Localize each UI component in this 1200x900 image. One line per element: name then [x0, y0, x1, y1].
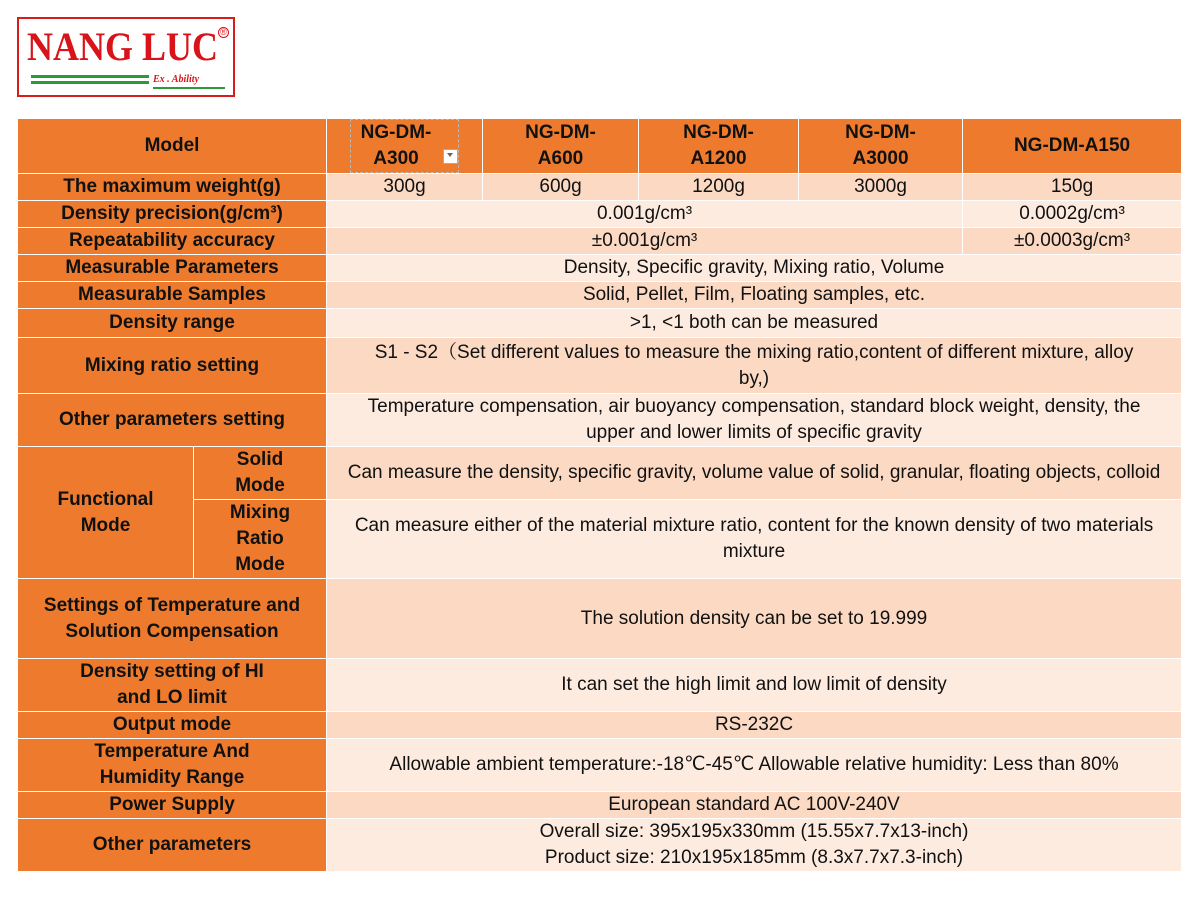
model-name: NG-DM-A3000: [845, 122, 916, 169]
row-label: Other parameters: [18, 819, 327, 872]
table-header-row: [18, 119, 1182, 174]
model-header-a300[interactable]: [327, 119, 483, 174]
table-row: [18, 228, 1182, 255]
cell-value: ±0.0003g/cm³: [963, 228, 1182, 255]
logo-tagline-underline: [153, 87, 225, 89]
row-label: [18, 659, 327, 712]
cell-value: 3000g: [799, 174, 963, 201]
table-row: [18, 338, 1182, 394]
cell-value: Temperature compensation, air buoyancy compensation, standard block weight, density, the upper and lower limits of specific gravity: [327, 394, 1182, 447]
row-label: Other parameters setting: [18, 394, 327, 447]
table-row: [18, 174, 1182, 201]
row-label: [18, 579, 327, 659]
cell-value: Can measure the density, specific gravity, volume value of solid, granular, floating objects, colloid: [327, 447, 1182, 500]
row-label: Density precision(g/cm³): [18, 201, 327, 228]
cell-value: Solid, Pellet, Film, Floating samples, etc.: [327, 282, 1182, 309]
logo-stripe: [31, 81, 149, 84]
registered-mark: ®: [218, 27, 229, 38]
row-label: [18, 739, 327, 792]
table-row: [18, 255, 1182, 282]
row-label: Output mode: [18, 712, 327, 739]
spec-table: [17, 118, 1182, 872]
cell-value: Can measure either of the material mixture ratio, content for the known density of two materials mixture: [327, 500, 1182, 579]
row-label: Power Supply: [18, 792, 327, 819]
table-row: [18, 819, 1182, 872]
sub-label-text: Mixing Ratio Mode: [229, 502, 291, 575]
logo-stripe: [31, 75, 149, 78]
row-label-functional-mode: [18, 447, 194, 579]
table-row: [18, 447, 1182, 500]
row-label: The maximum weight(g): [18, 174, 327, 201]
model-header-a150: NG-DM-A150: [963, 119, 1182, 174]
sub-label-solid-mode: [194, 447, 327, 500]
model-name: NG-DM-A600: [525, 122, 596, 169]
header-model-label: Model: [18, 119, 327, 174]
model-header-a600: [483, 119, 639, 174]
logo-brand-text: NANG LUC: [27, 24, 219, 69]
cell-value: 600g: [483, 174, 639, 201]
cell-value: [327, 819, 1182, 872]
cell-value: Allowable ambient temperature:-18℃-45℃ Allowable relative humidity: Less than 80%: [327, 739, 1182, 792]
row-label: Mixing ratio setting: [18, 338, 327, 394]
table-row: [18, 579, 1182, 659]
row-label: Measurable Parameters: [18, 255, 327, 282]
row-label-text: Temperature And Humidity Range: [94, 741, 250, 788]
cell-value: 150g: [963, 174, 1182, 201]
sub-label-mixing-ratio-mode: [194, 500, 327, 579]
table-row: [18, 394, 1182, 447]
model-header-a1200: [639, 119, 799, 174]
dropdown-arrow-icon[interactable]: [443, 149, 458, 164]
row-label: Repeatability accuracy: [18, 228, 327, 255]
cell-value: It can set the high limit and low limit of density: [327, 659, 1182, 712]
table-row: [18, 712, 1182, 739]
table-row: [18, 739, 1182, 792]
cell-value: European standard AC 100V-240V: [327, 792, 1182, 819]
sub-label-text: Solid Mode: [235, 449, 285, 496]
table-row: [18, 659, 1182, 712]
cell-value: RS-232C: [327, 712, 1182, 739]
cell-value: >1, <1 both can be measured: [327, 309, 1182, 338]
brand-logo: [17, 17, 235, 97]
row-label: Density range: [18, 309, 327, 338]
table-row: [18, 201, 1182, 228]
cell-value: Density, Specific gravity, Mixing ratio, Volume: [327, 255, 1182, 282]
model-name: NG-DM-A300: [360, 122, 432, 169]
table-row: [18, 309, 1182, 338]
cell-value: 0.0002g/cm³: [963, 201, 1182, 228]
table-row: [18, 792, 1182, 819]
cell-value: 300g: [327, 174, 483, 201]
logo-tagline: Ex . Ability: [153, 74, 200, 85]
cell-value: The solution density can be set to 19.999: [327, 579, 1182, 659]
product-size-text: Product size: 210x195x185mm (8.3x7.7x7.3-inch): [544, 847, 964, 868]
table-row: [18, 282, 1182, 309]
cell-value: ±0.001g/cm³: [327, 228, 963, 255]
row-label-text: Density setting of HI and LO limit: [80, 661, 264, 708]
overall-size-text: Overall size: 395x195x330mm (15.55x7.7x13-inch): [539, 821, 969, 842]
row-label: Measurable Samples: [18, 282, 327, 309]
cell-value: S1 - S2（Set different values to measure the mixing ratio,content of different mixture, alloy by,): [327, 338, 1182, 394]
model-name: NG-DM-A1200: [683, 122, 754, 169]
row-label-text: Settings of Temperature and Solution Compensation: [43, 594, 301, 642]
model-header-a3000: [799, 119, 963, 174]
cell-value: 0.001g/cm³: [327, 201, 963, 228]
row-label-text: Functional Mode: [57, 488, 154, 536]
cell-value: 1200g: [639, 174, 799, 201]
